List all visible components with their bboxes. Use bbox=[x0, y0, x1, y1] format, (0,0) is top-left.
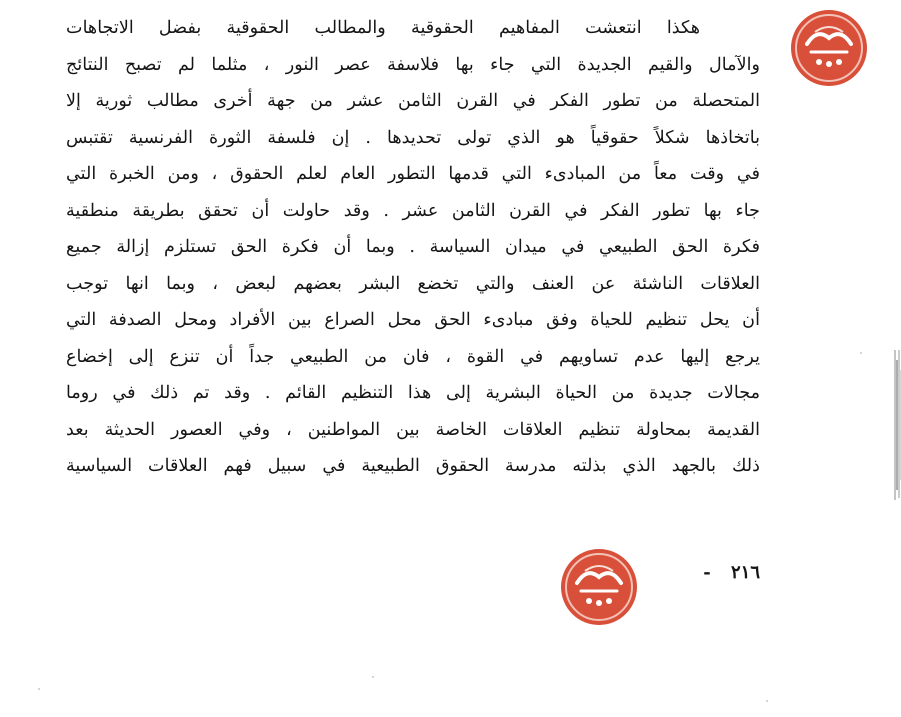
text-line: المتحصلة من تطور الفكر في القرن الثامن عشر من جهة أخرى مطالب ثورية إلا bbox=[66, 91, 760, 111]
text-line: هكذا انتعشت المفاهيم الحقوقية والمطالب الحقوقية بفضل الاتجاهات bbox=[66, 18, 700, 38]
body-text bbox=[66, 10, 760, 485]
text-line: جاء بها تطور الفكر في القرن الثامن عشر . وقد حاولت أن تحقق بطريقة منطقية bbox=[66, 200, 760, 221]
scan-edge-marks bbox=[893, 350, 901, 500]
text-line: يرجع إليها عدم تساويهم في القوة ، فان من الطبيعي جداً أن تنزع إلى إخضاع bbox=[66, 346, 760, 367]
watermark-stamp-icon bbox=[559, 547, 639, 627]
text-line: العلاقات الناشئة عن العنف والتي تخضع البشر بعضهم لبعض ، وبما انها توجب bbox=[66, 273, 760, 294]
text-line: ذلك بالجهد الذي بذلته مدرسة الحقوق الطبيعية في سبيل فهم العلاقات السياسية bbox=[66, 456, 760, 476]
page-number-separator: - bbox=[703, 562, 711, 583]
scan-speck bbox=[860, 352, 862, 354]
scan-speck bbox=[372, 676, 374, 678]
text-line: مجالات جديدة من الحياة البشرية إلى هذا التنظيم القائم . وقد تم ذلك في روما bbox=[66, 383, 760, 403]
text-line: في وقت معاً من المبادىء التي قدمها التطور العام لعلم الحقوق ، ومن الخبرة التي bbox=[66, 164, 760, 184]
text-line: أن يحل تنظيم للحياة وفق مبادىء الحق محل الصراع بين الأفراد ومحل الصدفة التي bbox=[66, 310, 760, 330]
text-line: فكرة الحق الطبيعي في ميدان السياسة . وبما أن فكرة الحق تستلزم إزالة جميع bbox=[66, 237, 760, 257]
text-line: باتخاذها شكلاً حقوقياً هو الذي تولى تحديدها . إن فلسفة الثورة الفرنسية تقتبس bbox=[66, 127, 760, 148]
watermark-stamp-icon bbox=[789, 8, 869, 88]
text-line: القديمة بمحاولة تنظيم العلاقات الخاصة بين المواطنين ، وفي العصور الحديثة بعد bbox=[66, 419, 760, 440]
scan-speck bbox=[766, 700, 768, 702]
scan-speck bbox=[38, 688, 40, 690]
page-number bbox=[678, 562, 760, 583]
page-number-value: ٢١٦ bbox=[730, 562, 760, 583]
text-line: والآمال والقيم الجديدة التي جاء بها فلاسفة عصر النور ، مثلما لم تصبح النتائج bbox=[66, 54, 760, 75]
